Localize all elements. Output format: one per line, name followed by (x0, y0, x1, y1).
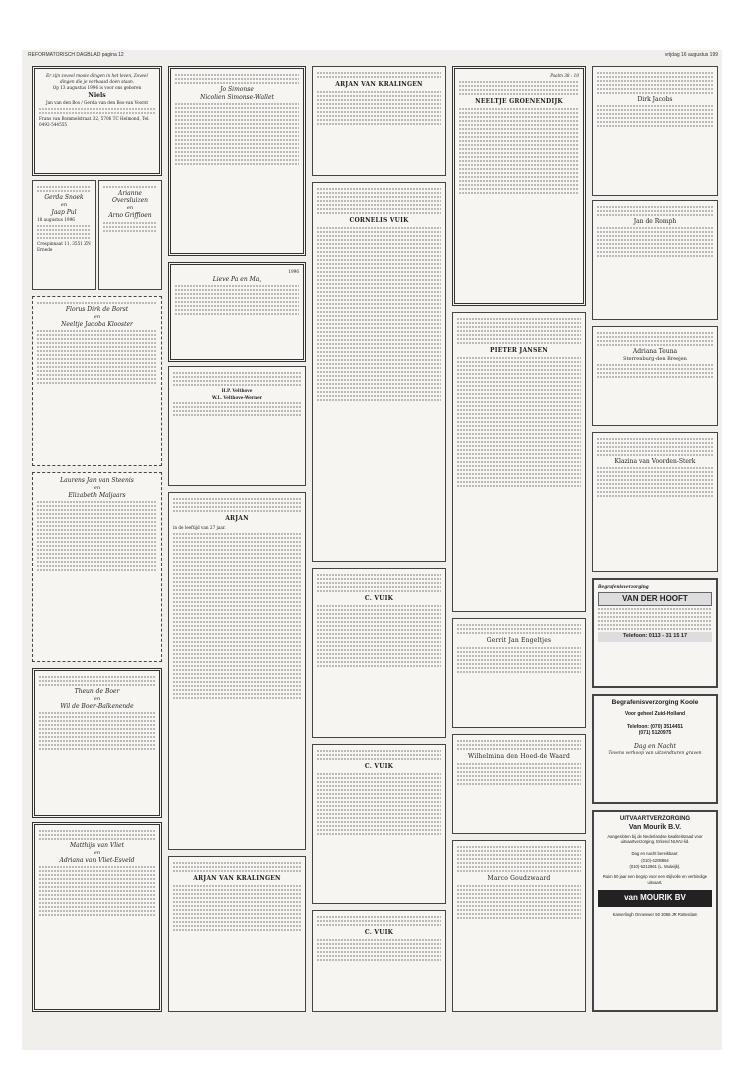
cornelis-title: CORNELIS VUIK (349, 217, 409, 224)
klazina-title: Klazina van Voorden-Sterk (614, 458, 696, 465)
ad-koole (592, 694, 718, 804)
arno-name: Arno Griffioen (108, 212, 152, 220)
cvuik2-title: C. VUIK (364, 763, 394, 770)
ad-van-der-hooft (592, 578, 718, 688)
neeltje-title: NEELTJE GROENENDIJK (475, 97, 563, 105)
ad-c-vuik-1 (312, 568, 446, 738)
mourik-logo: van MOURIK BV (598, 890, 712, 907)
ad-gerda-jaap (32, 180, 96, 290)
lieve-years: 1996 (288, 269, 299, 274)
ad-cornelis-vuik (312, 182, 446, 562)
pieter-title: PIETER JANSEN (490, 347, 548, 354)
jo-name: Jo Simonse (220, 86, 254, 93)
florus-name: Florus Dirk de Borst (65, 306, 129, 313)
nicolien-name: Nicolien Simonse-Wallet (200, 94, 274, 102)
hooft-title: VAN DER HOOFT (598, 592, 712, 607)
koole-title: Begrafenisverzorging Koole (611, 699, 699, 706)
lieve-title: Lieve Pa en Ma, (212, 275, 262, 283)
koole-dag: Dag en Nacht (634, 743, 676, 751)
ad-neeltje-groenendijk (452, 66, 586, 306)
matthijs-en: en (93, 850, 101, 857)
ad-arjan-col2 (168, 492, 306, 850)
elizabeth-name: Elizabeth Maljaars (68, 492, 126, 500)
matthijs-name: Matthijs van Vliet (69, 842, 125, 849)
arianne-name: Arianne Oversluizen (111, 190, 149, 205)
arjan-sub: in de leeftijd van 27 jaar. (173, 525, 226, 531)
niels-intro: Er zijn zoveel mooie dingen in het leven, Zoveel dingen die je verbaasd doen staan. (46, 73, 148, 84)
arjan-col3-title: ARJAN VAN KRALINGEN (335, 81, 423, 88)
header-right: vrijdag 16 augustus 199 (664, 52, 718, 58)
jan-title: Jan de Romph (633, 218, 677, 225)
ad-jan-de-romph (592, 200, 718, 320)
mourik-name: Van Mourik B.V. (628, 824, 682, 832)
ad-florus-neeltje (32, 296, 162, 466)
neeltje-name: Neeltje Jacoba Klooster (61, 321, 133, 329)
niels-date: Op 13 augustus 1996 is voor ons geboren (52, 85, 142, 91)
ad-adriana-teuna (592, 326, 718, 426)
niels-address: Frans van Bommelstraat 32, 5706 TC Helmond, Tel. 0492-544555 (39, 115, 150, 127)
page-header (22, 50, 722, 60)
ad-niels (32, 66, 162, 176)
ad-pieter-jansen (452, 312, 586, 612)
ad-matthijs-adriana (32, 822, 162, 1012)
koole-phone: Telefoon: (070) 3514451 (626, 723, 684, 730)
mourik-desc: Aangesloten bij de Nederlandse kwaliteitsraad voor uitvaartverzorging. Erkend NUVU-lid. (607, 833, 703, 845)
ad-klazina (592, 432, 718, 572)
theun-name: Theun de Boer (74, 688, 120, 695)
florus-en: en (93, 314, 101, 321)
adriana-teuna-sub: Sterrenburg-den Breejen (623, 356, 687, 363)
gerrit-title: Gerrit Jan Engeltjes (486, 637, 552, 644)
ad-lieve-pa-ma (168, 262, 306, 362)
hooft-label: Begrafenisverzorging (598, 584, 649, 589)
gerda-name: Gerda Snoek (44, 194, 84, 201)
ad-arjan-van-kralingen-2 (168, 856, 306, 1012)
theun-en: en (93, 696, 101, 703)
koole-slogan: Tevens verkoop van uitzendturen graven (608, 751, 702, 757)
velthove-name: H.P. Velthove (221, 388, 253, 393)
gerda-date: 18 augustus 1996 (37, 217, 75, 223)
mourik-dag: Dag en nacht bereikbaar: (631, 850, 679, 856)
ad-van-mourik (592, 810, 718, 1012)
cvuik3-title: C. VUIK (364, 929, 394, 936)
arjan2-title: ARJAN VAN KRALINGEN (193, 875, 281, 882)
ad-dirk-jacobs (592, 66, 718, 196)
ad-marco-goudzwaard (452, 840, 586, 1012)
adriana-teuna-title: Adriana Teuna (632, 348, 678, 355)
marco-title: Marco Goudzwaard (487, 875, 551, 882)
arianne-en: en (126, 205, 134, 212)
cvuik-title: C. VUIK (364, 595, 394, 602)
ad-gerrit-engeltjes (452, 618, 586, 728)
mourik-tel2: (010)-5212861 (L. Mulwijk). (629, 864, 681, 870)
ad-jo-nicolien (168, 66, 306, 256)
ad-wilhelmina (452, 734, 586, 834)
koole-phone2: (071) 5120975 (638, 730, 672, 737)
mourik-addr: Kamerlingh Onneswег 50 3068 JR Rotterdam (612, 912, 698, 918)
header-left: REFORMATORISCH DAGBLAD pagina 12 (28, 52, 124, 58)
mourik-tel1: (010)-4208864 (641, 857, 669, 863)
velthove-name2: W.L. Velthove-Werner (211, 394, 262, 400)
ad-c-vuik-2 (312, 744, 446, 904)
gerda-en: en (60, 202, 68, 209)
niels-name: Niels (88, 92, 106, 100)
ad-theun-wil (32, 668, 162, 818)
laurens-name: Laurens Jan van Steenis (60, 477, 134, 484)
ad-c-vuik-3 (312, 910, 446, 1012)
dirk-title: Dirk Jacobs (637, 96, 673, 103)
ad-laurens-elizabeth (32, 472, 162, 662)
mourik-ruim: Ruim 50 jaar een begrip voor een stijlvolle en verbindige uitvaart. (602, 873, 708, 885)
mourik-title: UITVAARTVERZORGING (619, 816, 691, 822)
niels-parents: Jan van den Bos / Gerda van den Bos-van Voorst (45, 100, 149, 106)
laurens-en: en (93, 485, 101, 492)
jaap-name: Jaap Pul (51, 209, 77, 217)
ad-arjan-col3 (312, 66, 446, 176)
ad-arianne-arno (98, 180, 162, 290)
arjan-title: ARJAN (225, 515, 249, 522)
koole-sub: Voor geheel Zuid-Holland (624, 710, 686, 717)
wil-name: Wil de Boer-Balkenende (60, 703, 134, 711)
gerda-address: Crespinnaat 11, 3551 ZN Ernede (37, 241, 91, 252)
ad-velthove (168, 366, 306, 486)
wilhelmina-title: Wilhelmina den Hoed-de Waard (467, 753, 571, 760)
hooft-phone: Telefoon: 0113 - 31 15 17 (598, 632, 712, 641)
psalm-label: Psalm 38 : 10 (550, 73, 579, 78)
adriana-name: Adriana van Vliet-Esveld (59, 857, 135, 865)
